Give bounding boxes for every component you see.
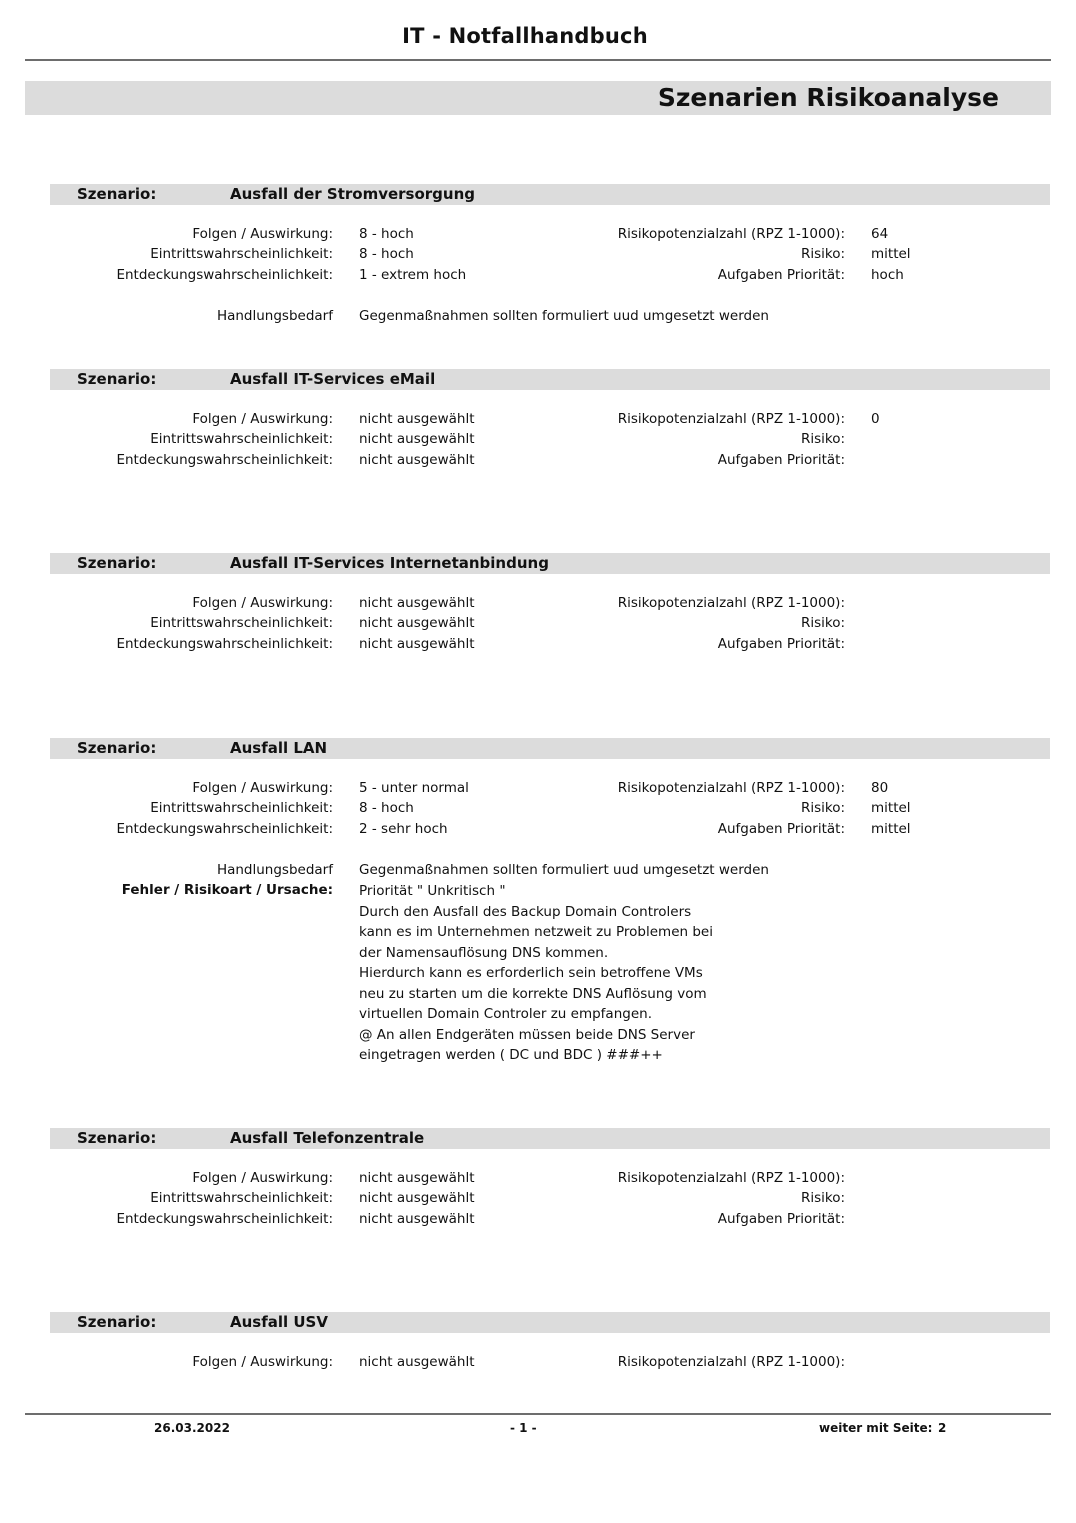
scenario-name: Ausfall der Stromversorgung [230,185,476,203]
folgen-label: Folgen / Auswirkung: [192,1354,333,1370]
scenario-label: Szenario: [77,739,157,757]
page-title: Szenarien Risikoanalyse [657,83,999,112]
eintritt-value: nicht ausgewählt [359,615,475,631]
scenario-header-bar [50,1312,1050,1333]
folgen-label: Folgen / Auswirkung: [192,226,333,242]
folgen-value: nicht ausgewählt [359,1170,475,1186]
footer-next-label: weiter mit Seite: [819,1421,933,1435]
prioritaet-label: Aufgaben Priorität: [717,1211,845,1227]
prioritaet-label: Aufgaben Priorität: [717,267,845,283]
scenario-header-bar [50,184,1050,205]
scenario-name: Ausfall Telefonzentrale [230,1129,425,1147]
eintritt-label: Eintrittswahrscheinlichkeit: [150,246,333,262]
prioritaet-value: hoch [871,267,904,283]
scenario-header-bar [50,738,1050,759]
entdeckung-label: Entdeckungswahrscheinlichkeit: [116,267,333,283]
fehler-line: eingetragen werden ( DC und BDC ) ###++ [359,1047,663,1063]
scenario-label: Szenario: [77,185,157,203]
fehler-line: @ An allen Endgeräten müssen beide DNS Server [359,1026,695,1043]
prioritaet-label: Aufgaben Priorität: [717,636,845,652]
scenario-label: Szenario: [77,554,157,572]
rpz-label: Risikopotenzialzahl (RPZ 1-1000): [617,1170,845,1186]
folgen-value: nicht ausgewählt [359,411,475,427]
footer-next-page: 2 [938,1421,947,1435]
rpz-value: 64 [871,226,889,242]
rpz-label: Risikopotenzialzahl (RPZ 1-1000): [617,226,845,242]
scenario-header-bar [50,553,1050,574]
document-title: IT - Notfallhandbuch [402,24,648,48]
risiko-label: Risiko: [800,800,845,816]
prioritaet-value: mittel [871,821,911,837]
fehler-line: virtuellen Domain Controler zu empfangen. [359,1006,652,1022]
entdeckung-label: Entdeckungswahrscheinlichkeit: [116,452,333,468]
entdeckung-label: Entdeckungswahrscheinlichkeit: [116,821,333,837]
rpz-value: 80 [871,780,889,796]
fehler-line: neu zu starten um die korrekte DNS Auflösung vom [359,985,707,1002]
risiko-label: Risiko: [800,615,845,631]
folgen-value: 5 - unter normal [359,780,469,796]
handlung-value: Gegenmaßnahmen sollten formuliert uud umgesetzt werden [359,308,769,324]
rpz-value: 0 [871,411,880,427]
entdeckung-label: Entdeckungswahrscheinlichkeit: [116,636,333,652]
eintritt-value: nicht ausgewählt [359,431,475,447]
fehler-line: Priorität " Unkritisch " [359,883,506,899]
rpz-label: Risikopotenzialzahl (RPZ 1-1000): [617,1354,845,1370]
fehler-line: Hierdurch kann es erforderlich sein betroffene VMs [359,965,703,981]
eintritt-label: Eintrittswahrscheinlichkeit: [150,615,333,631]
risiko-label: Risiko: [800,431,845,447]
eintritt-value: nicht ausgewählt [359,1190,475,1206]
header-divider [25,59,1051,61]
entdeckung-value: nicht ausgewählt [359,452,475,468]
scenario-header-bar [50,369,1050,390]
entdeckung-label: Entdeckungswahrscheinlichkeit: [116,1211,333,1227]
rpz-label: Risikopotenzialzahl (RPZ 1-1000): [617,780,845,796]
eintritt-value: 8 - hoch [359,800,414,816]
fehler-label: Fehler / Risikoart / Ursache: [121,882,333,898]
folgen-label: Folgen / Auswirkung: [192,780,333,796]
fehler-line: kann es im Unternehmen netzweit zu Problemen bei [359,924,713,940]
risiko-label: Risiko: [800,246,845,262]
scenario-name: Ausfall IT-Services Internetanbindung [230,554,549,572]
eintritt-label: Eintrittswahrscheinlichkeit: [150,800,333,816]
page-banner [25,81,1051,115]
fehler-line: Durch den Ausfall des Backup Domain Controlers [359,903,692,920]
handlung-value: Gegenmaßnahmen sollten formuliert uud umgesetzt werden [359,862,769,878]
eintritt-label: Eintrittswahrscheinlichkeit: [150,431,333,447]
folgen-value: nicht ausgewählt [359,1354,475,1370]
entdeckung-value: 2 - sehr hoch [359,821,448,837]
risiko-label: Risiko: [800,1190,845,1206]
scenario-label: Szenario: [77,370,157,388]
prioritaet-label: Aufgaben Priorität: [717,452,845,468]
folgen-value: nicht ausgewählt [359,595,475,611]
risiko-value: mittel [871,800,911,816]
rpz-label: Risikopotenzialzahl (RPZ 1-1000): [617,411,845,427]
folgen-label: Folgen / Auswirkung: [192,595,333,611]
scenario-name: Ausfall USV [230,1313,328,1331]
folgen-label: Folgen / Auswirkung: [192,1170,333,1186]
entdeckung-value: nicht ausgewählt [359,1211,475,1227]
fehler-line: der Namensauflösung DNS kommen. [359,944,609,961]
folgen-value: 8 - hoch [359,226,414,242]
handlung-label: Handlungsbedarf [216,308,333,324]
footer-divider [25,1413,1051,1415]
folgen-label: Folgen / Auswirkung: [192,411,333,427]
scenario-name: Ausfall LAN [230,739,328,757]
eintritt-label: Eintrittswahrscheinlichkeit: [150,1190,333,1206]
rpz-label: Risikopotenzialzahl (RPZ 1-1000): [617,595,845,611]
risiko-value: mittel [871,246,911,262]
fehler-description [359,881,713,1066]
entdeckung-value: nicht ausgewählt [359,636,475,652]
scenario-label: Szenario: [77,1129,157,1147]
entdeckung-value: 1 - extrem hoch [359,267,467,283]
handlung-label: Handlungsbedarf [216,862,333,878]
scenario-name: Ausfall IT-Services eMail [230,370,436,388]
prioritaet-label: Aufgaben Priorität: [717,821,845,837]
footer-page-number: - 1 - [510,1421,537,1435]
footer-date: 26.03.2022 [154,1421,230,1435]
eintritt-value: 8 - hoch [359,246,414,262]
scenario-label: Szenario: [77,1313,157,1331]
scenario-header-bar [50,1128,1050,1149]
